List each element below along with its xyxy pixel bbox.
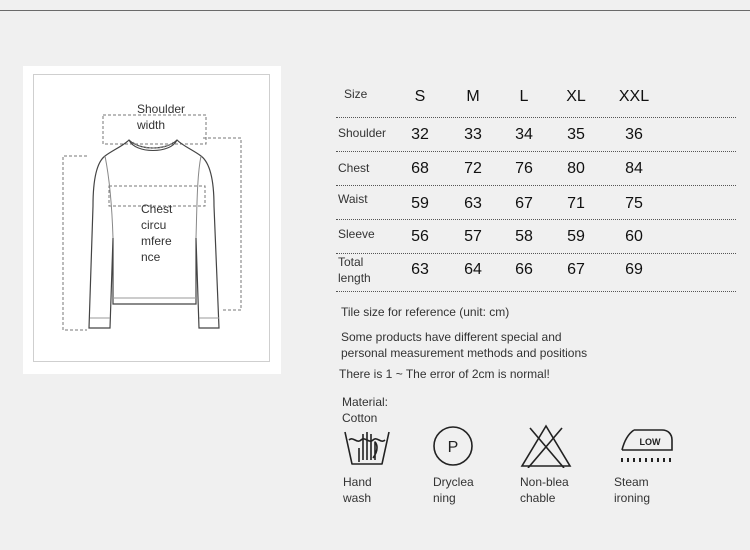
- table-cell: 80: [567, 160, 585, 177]
- chest-label-line3: mfere: [141, 234, 172, 248]
- table-cell: 67: [567, 261, 585, 278]
- chest-label-line4: nce: [141, 250, 161, 264]
- dry-clean-label-line2: ning: [433, 491, 456, 505]
- table-cell: 71: [567, 195, 585, 212]
- row-label-shoulder: Shoulder: [338, 126, 387, 140]
- table-cell: 59: [411, 195, 429, 212]
- steam-iron-label-line1: Steam: [614, 475, 649, 489]
- non-bleach-label-line2: chable: [520, 491, 556, 505]
- row-divider: [336, 291, 736, 292]
- care-item-steam-iron: [614, 424, 704, 506]
- table-row-shoulder: [336, 118, 736, 152]
- table-cell: 75: [625, 195, 643, 212]
- size-header-s: S: [414, 88, 426, 105]
- table-row-chest: [336, 152, 736, 186]
- steam-iron-label-line2: ironing: [614, 491, 651, 505]
- table-row-waist: [336, 186, 736, 220]
- dry-clean-glyph: P: [447, 439, 459, 456]
- steam-iron-low-badge: LOW: [639, 437, 661, 447]
- table-cell: 56: [411, 228, 429, 245]
- table-cell: 60: [625, 228, 643, 245]
- size-header-row: [336, 80, 736, 118]
- row-label-sleeve: Sleeve: [338, 227, 375, 241]
- measurement-note-line1: Some products have different special and: [341, 330, 562, 344]
- table-cell: 72: [464, 160, 482, 177]
- shoulder-width-label-line2: width: [137, 118, 166, 132]
- table-cell: 57: [464, 228, 482, 245]
- row-label-chest: Chest: [338, 161, 370, 175]
- dry-clean-label-line1: Dryclea: [433, 475, 474, 489]
- table-row-sleeve: [336, 220, 736, 254]
- hand-wash-icon: [343, 424, 391, 468]
- table-cell: 68: [411, 160, 429, 177]
- table-cell: 67: [515, 195, 533, 212]
- table-cell: 84: [625, 160, 643, 177]
- table-cell: 58: [515, 228, 533, 245]
- table-cell: 35: [567, 126, 585, 143]
- table-cell: 63: [411, 261, 429, 278]
- hand-wash-label-line1: Hand: [343, 475, 372, 489]
- care-item-dry-clean: [433, 424, 523, 506]
- measurement-note-line2: personal measurement methods and positions: [341, 346, 588, 360]
- garment-diagram-panel: [23, 66, 281, 374]
- table-cell: 66: [515, 261, 533, 278]
- dry-clean-icon: [433, 424, 477, 468]
- hand-wash-label-line2: wash: [343, 491, 372, 505]
- shoulder-width-label-line1: Shoulder: [137, 102, 186, 116]
- size-header-xl: XL: [566, 88, 586, 105]
- non-bleach-icon: [520, 424, 572, 468]
- top-divider: [0, 10, 750, 11]
- table-cell: 76: [515, 160, 533, 177]
- steam-iron-icon: [614, 424, 676, 468]
- row-label-waist: Waist: [338, 192, 368, 206]
- size-header-label: Size: [344, 87, 368, 101]
- chest-label-line2: circu: [141, 218, 167, 232]
- table-row-total-length: [336, 254, 736, 292]
- chest-label-line1: Chest: [141, 202, 173, 216]
- row-label-total-length-line1: Total: [338, 255, 364, 269]
- table-cell: 69: [625, 261, 643, 278]
- material-label: Material:: [342, 395, 389, 409]
- tile-size-note: Tile size for reference (unit: cm): [341, 305, 510, 319]
- size-header-m: M: [466, 88, 480, 105]
- table-cell: 63: [464, 195, 482, 212]
- table-cell: 36: [625, 126, 643, 143]
- table-cell: 59: [567, 228, 585, 245]
- non-bleach-label-line1: Non-blea: [520, 475, 569, 489]
- care-item-non-bleach: [520, 424, 610, 506]
- error-note: There is 1 ~ The error of 2cm is normal!: [339, 367, 550, 381]
- size-header-l: L: [519, 88, 529, 105]
- table-cell: 33: [464, 126, 482, 143]
- total-length-marker: [63, 156, 87, 330]
- size-header-xxl: XXL: [618, 88, 650, 105]
- table-cell: 34: [515, 126, 533, 143]
- table-cell: 32: [411, 126, 429, 143]
- sleeve-marker: [203, 138, 241, 310]
- table-cell: 64: [464, 261, 482, 278]
- care-item-hand-wash: [343, 424, 433, 506]
- material-value: Cotton: [342, 411, 378, 425]
- row-label-total-length-line2: length: [338, 271, 371, 285]
